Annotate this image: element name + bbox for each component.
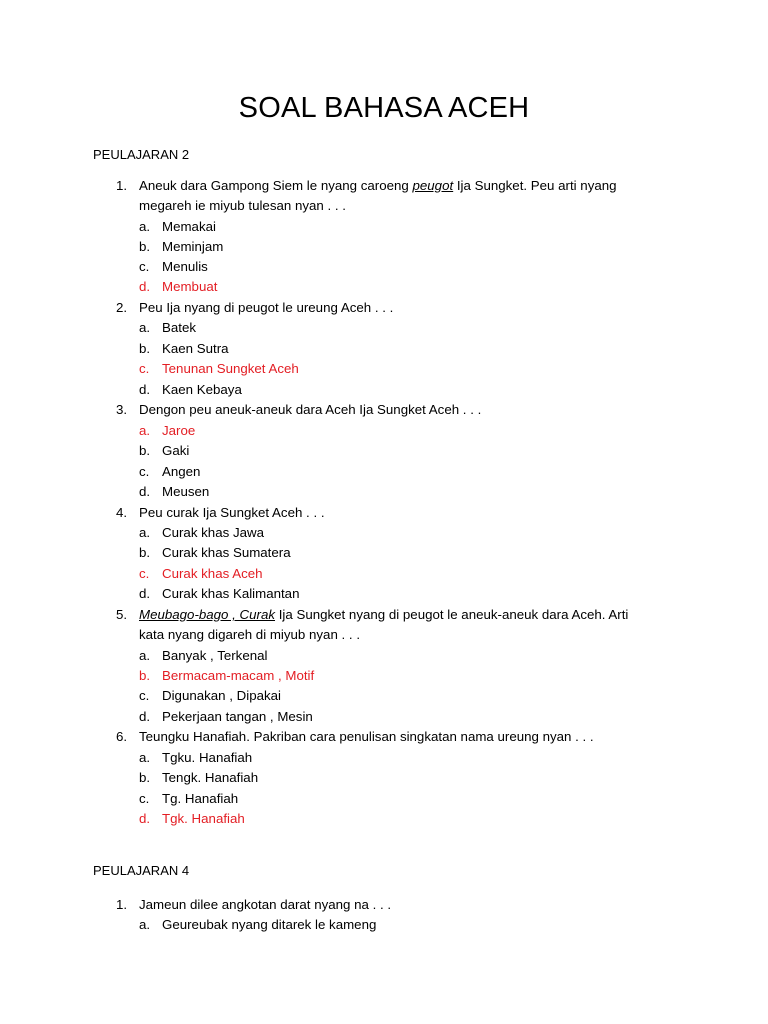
option-text: Menulis xyxy=(162,259,208,274)
option-text: Banyak , Terkenal xyxy=(162,648,268,663)
section-heading-peulajaran-4: PEULAJARAN 4 xyxy=(93,863,190,878)
question-text-line2: kata nyang digareh di miyub nyan . . . xyxy=(139,627,361,642)
option-label: d. xyxy=(139,709,151,724)
question-text: Peu Ija nyang di peugot le ureung Aceh . . . xyxy=(139,300,394,315)
question-text: Teungku Hanafiah. Pakriban cara penulisan singkatan nama ureung nyan . . . xyxy=(139,729,594,744)
option-text: Angen xyxy=(162,464,201,479)
option-text: Gaki xyxy=(162,443,190,458)
section-heading-peulajaran-2: PEULAJARAN 2 xyxy=(93,147,190,162)
option-text-correct: Membuat xyxy=(162,279,218,294)
option-label: d. xyxy=(139,586,151,601)
option-label: d. xyxy=(139,484,151,499)
document-title: SOAL BAHASA ACEH xyxy=(238,92,530,124)
option-label: a. xyxy=(139,917,151,932)
option-text-correct: Tgk. Hanafiah xyxy=(162,811,245,826)
option-label: b. xyxy=(139,341,151,356)
option-text: Pekerjaan tangan , Mesin xyxy=(162,709,313,724)
option-text: Curak khas Kalimantan xyxy=(162,586,300,601)
option-label: a. xyxy=(139,320,151,335)
question-text: Jameun dilee angkotan darat nyang na . . . xyxy=(139,897,392,912)
option-text: Memakai xyxy=(162,219,216,234)
underlined-word: peugot xyxy=(412,178,454,193)
option-label-correct: b. xyxy=(139,668,151,683)
option-label: b. xyxy=(139,770,151,785)
option-text: Tengk. Hanafiah xyxy=(162,770,259,785)
option-text: Meusen xyxy=(162,484,210,499)
option-text: Tg. Hanafiah xyxy=(162,791,239,806)
option-label: b. xyxy=(139,239,151,254)
option-text: Kaen Kebaya xyxy=(162,382,242,397)
question-number: 6. xyxy=(116,729,128,744)
question-text: Peu curak Ija Sungket Aceh . . . xyxy=(139,505,325,520)
question-number: 5. xyxy=(116,607,128,622)
option-label: a. xyxy=(139,525,151,540)
question-number: 4. xyxy=(116,505,128,520)
option-label: c. xyxy=(139,791,150,806)
option-label: b. xyxy=(139,443,151,458)
option-label: b. xyxy=(139,545,151,560)
option-label-correct: a. xyxy=(139,423,151,438)
option-label: a. xyxy=(139,750,151,765)
option-text-correct: Curak khas Aceh xyxy=(162,566,263,581)
option-text: Tgku. Hanafiah xyxy=(162,750,253,765)
question-number: 3. xyxy=(116,402,128,417)
question-text: Meubago-bago , Curak Ija Sungket nyang di peugot le aneuk-aneuk dara Aceh. Arti xyxy=(139,607,629,622)
option-label: c. xyxy=(139,464,150,479)
option-text-correct: Bermacam-macam , Motif xyxy=(162,668,315,683)
option-text: Meminjam xyxy=(162,239,224,254)
option-text: Geureubak nyang ditarek le kameng xyxy=(162,917,377,932)
option-text: Kaen Sutra xyxy=(162,341,229,356)
option-text-correct: Jaroe xyxy=(162,423,196,438)
option-label: d. xyxy=(139,382,151,397)
question-number: 2. xyxy=(116,300,128,315)
question-number: 1. xyxy=(116,897,128,912)
underlined-words: Meubago-bago , Curak xyxy=(139,607,276,622)
option-label: c. xyxy=(139,688,150,703)
option-text: Batek xyxy=(162,320,197,335)
option-label: a. xyxy=(139,648,151,663)
option-text-correct: Tenunan Sungket Aceh xyxy=(162,361,299,376)
option-label: a. xyxy=(139,219,151,234)
option-label-correct: d. xyxy=(139,279,151,294)
option-label-correct: d. xyxy=(139,811,151,826)
question-text-line2: megareh ie miyub tulesan nyan . . . xyxy=(139,198,346,213)
question-text: Dengon peu aneuk-aneuk dara Aceh Ija Sungket Aceh . . . xyxy=(139,402,482,417)
option-text: Digunakan , Dipakai xyxy=(162,688,282,703)
option-text: Curak khas Jawa xyxy=(162,525,264,540)
question-text: Aneuk dara Gampong Siem le nyang caroeng peugot Ija Sungket. Peu arti nyang xyxy=(139,178,617,193)
option-label: c. xyxy=(139,259,150,274)
option-label-correct: c. xyxy=(139,566,150,581)
option-label-correct: c. xyxy=(139,361,150,376)
question-number: 1. xyxy=(116,178,128,193)
option-text: Curak khas Sumatera xyxy=(162,545,291,560)
